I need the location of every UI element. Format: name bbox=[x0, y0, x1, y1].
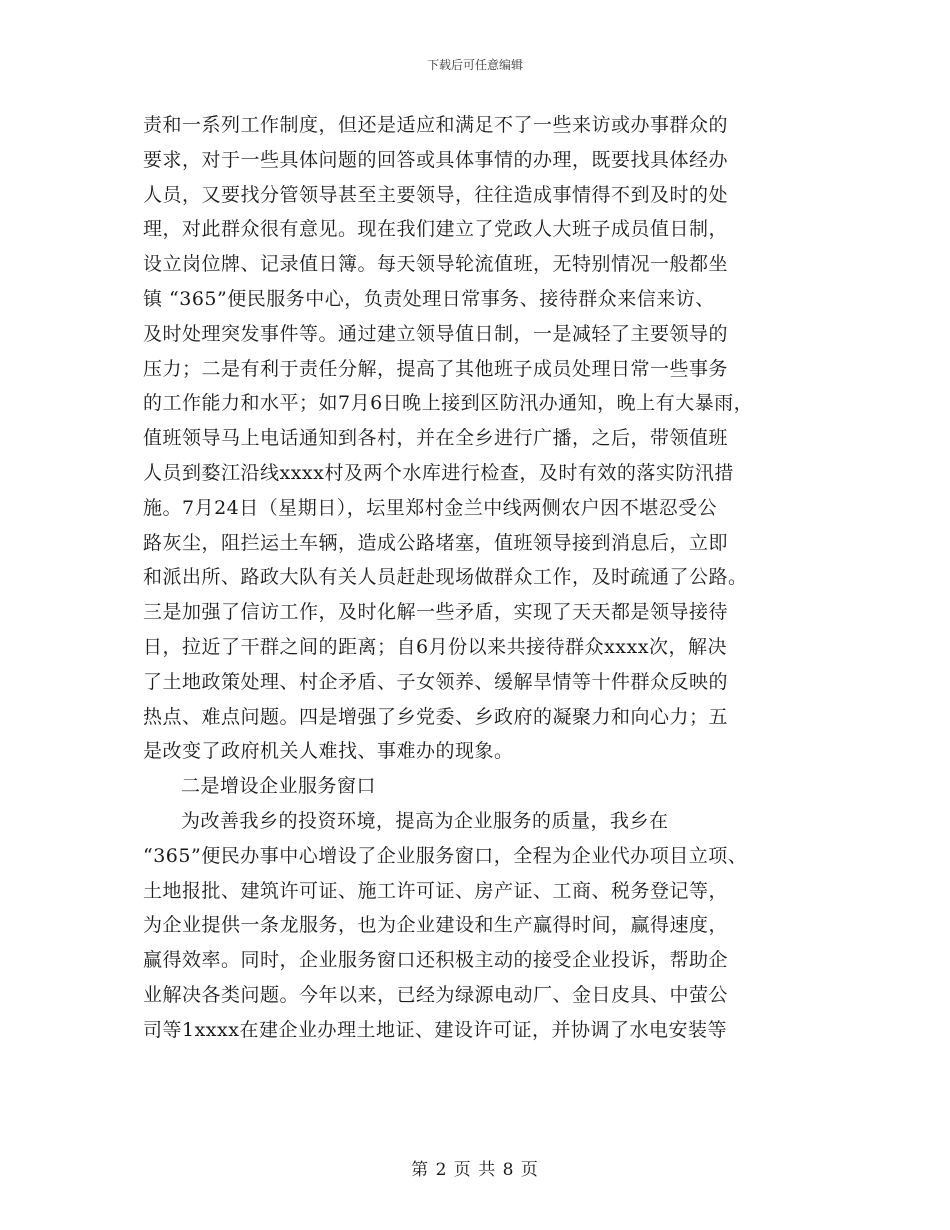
text-line: 司等1xxxx在建企业办理土地证、建设许可证，并协调了水电安装等 bbox=[143, 1018, 727, 1041]
text-line: 镇 “365”便民服务中心，负责处理日常事务、接待群众来信来访、 bbox=[143, 287, 715, 310]
text-line: 业解决各类问题。今年以来，已经为绿源电动厂、金日皮具、中萤公 bbox=[143, 983, 729, 1006]
text-line: 的工作能力和水平；如7月6日晚上接到区防汛办通知，晚上有大暴雨， bbox=[143, 392, 754, 415]
text-line: 和派出所、路政大队有关人员赶赴现场做群众工作，及时疏通了公路。 bbox=[143, 566, 748, 589]
page-footer: 第 2 页 共 8 页 bbox=[411, 1160, 539, 1180]
text-line: “365”便民办事中心增设了企业服务窗口，全程为企业代办项目立项、 bbox=[143, 844, 748, 867]
text-line: 为改善我乡的投资环境，提高为企业服务的质量，我乡在 bbox=[181, 809, 669, 832]
text-line: 要求，对于一些具体问题的回答或具体事情的办理，既要找具体经办 bbox=[143, 148, 729, 171]
document-body bbox=[143, 108, 843, 1048]
section-heading: 二是增设企业服务窗口 bbox=[181, 775, 377, 798]
text-line: 及时处理突发事件等。通过建立领导值日制，一是减轻了主要领导的 bbox=[143, 322, 729, 345]
text-line: 施。7月24日（星期日），坛里郑村金兰中线两侧农户因不堪忍受公 bbox=[143, 496, 718, 519]
text-line: 理，对此群众很有意见。现在我们建立了党政人大班子成员值日制， bbox=[143, 218, 729, 241]
text-line: 是改变了政府机关人难找、事难办的现象。 bbox=[143, 740, 514, 763]
text-line: 土地报批、建筑许可证、施工许可证、房产证、工商、税务登记等， bbox=[143, 879, 729, 902]
text-line: 为企业提供一条龙服务，也为企业建设和生产赢得时间，赢得速度， bbox=[143, 914, 729, 937]
page-header: 下载后可任意编辑 bbox=[426, 58, 523, 72]
text-line: 人员到婺江沿线xxxx村及两个水库进行检查，及时有效的落实防汛措 bbox=[143, 461, 734, 484]
text-line: 三是加强了信访工作，及时化解一些矛盾，实现了天天都是领导接待 bbox=[143, 601, 729, 624]
text-line: 日，拉近了干群之间的距离；自6月份以来共接待群众xxxx次，解决 bbox=[143, 635, 727, 658]
text-line: 责和一系列工作制度，但还是适应和满足不了一些来访或办事群众的 bbox=[143, 114, 729, 136]
text-line: 压力；二是有利于责任分解，提高了其他班子成员处理日常一些事务 bbox=[143, 357, 729, 380]
text-line: 了土地政策处理、村企矛盾、子女领养、缓解旱情等十件群众反映的 bbox=[143, 670, 729, 693]
text-line: 设立岗位牌、记录值日簿。每天领导轮流值班，无特别情况一般都坐 bbox=[143, 253, 729, 276]
text-line: 人员，又要找分管领导甚至主要领导，往往造成事情得不到及时的处 bbox=[143, 183, 729, 206]
text-line: 路灰尘，阻拦运土车辆，造成公路堵塞，值班领导接到消息后，立即 bbox=[143, 531, 729, 554]
text-line: 值班领导马上电话通知到各村，并在全乡进行广播，之后，带领值班 bbox=[143, 427, 729, 450]
text-line: 赢得效率。同时，企业服务窗口还积极主动的接受企业投诉，帮助企 bbox=[143, 949, 729, 972]
text-line: 热点、难点问题。四是增强了乡党委、乡政府的凝聚力和向心力；五 bbox=[143, 705, 729, 728]
